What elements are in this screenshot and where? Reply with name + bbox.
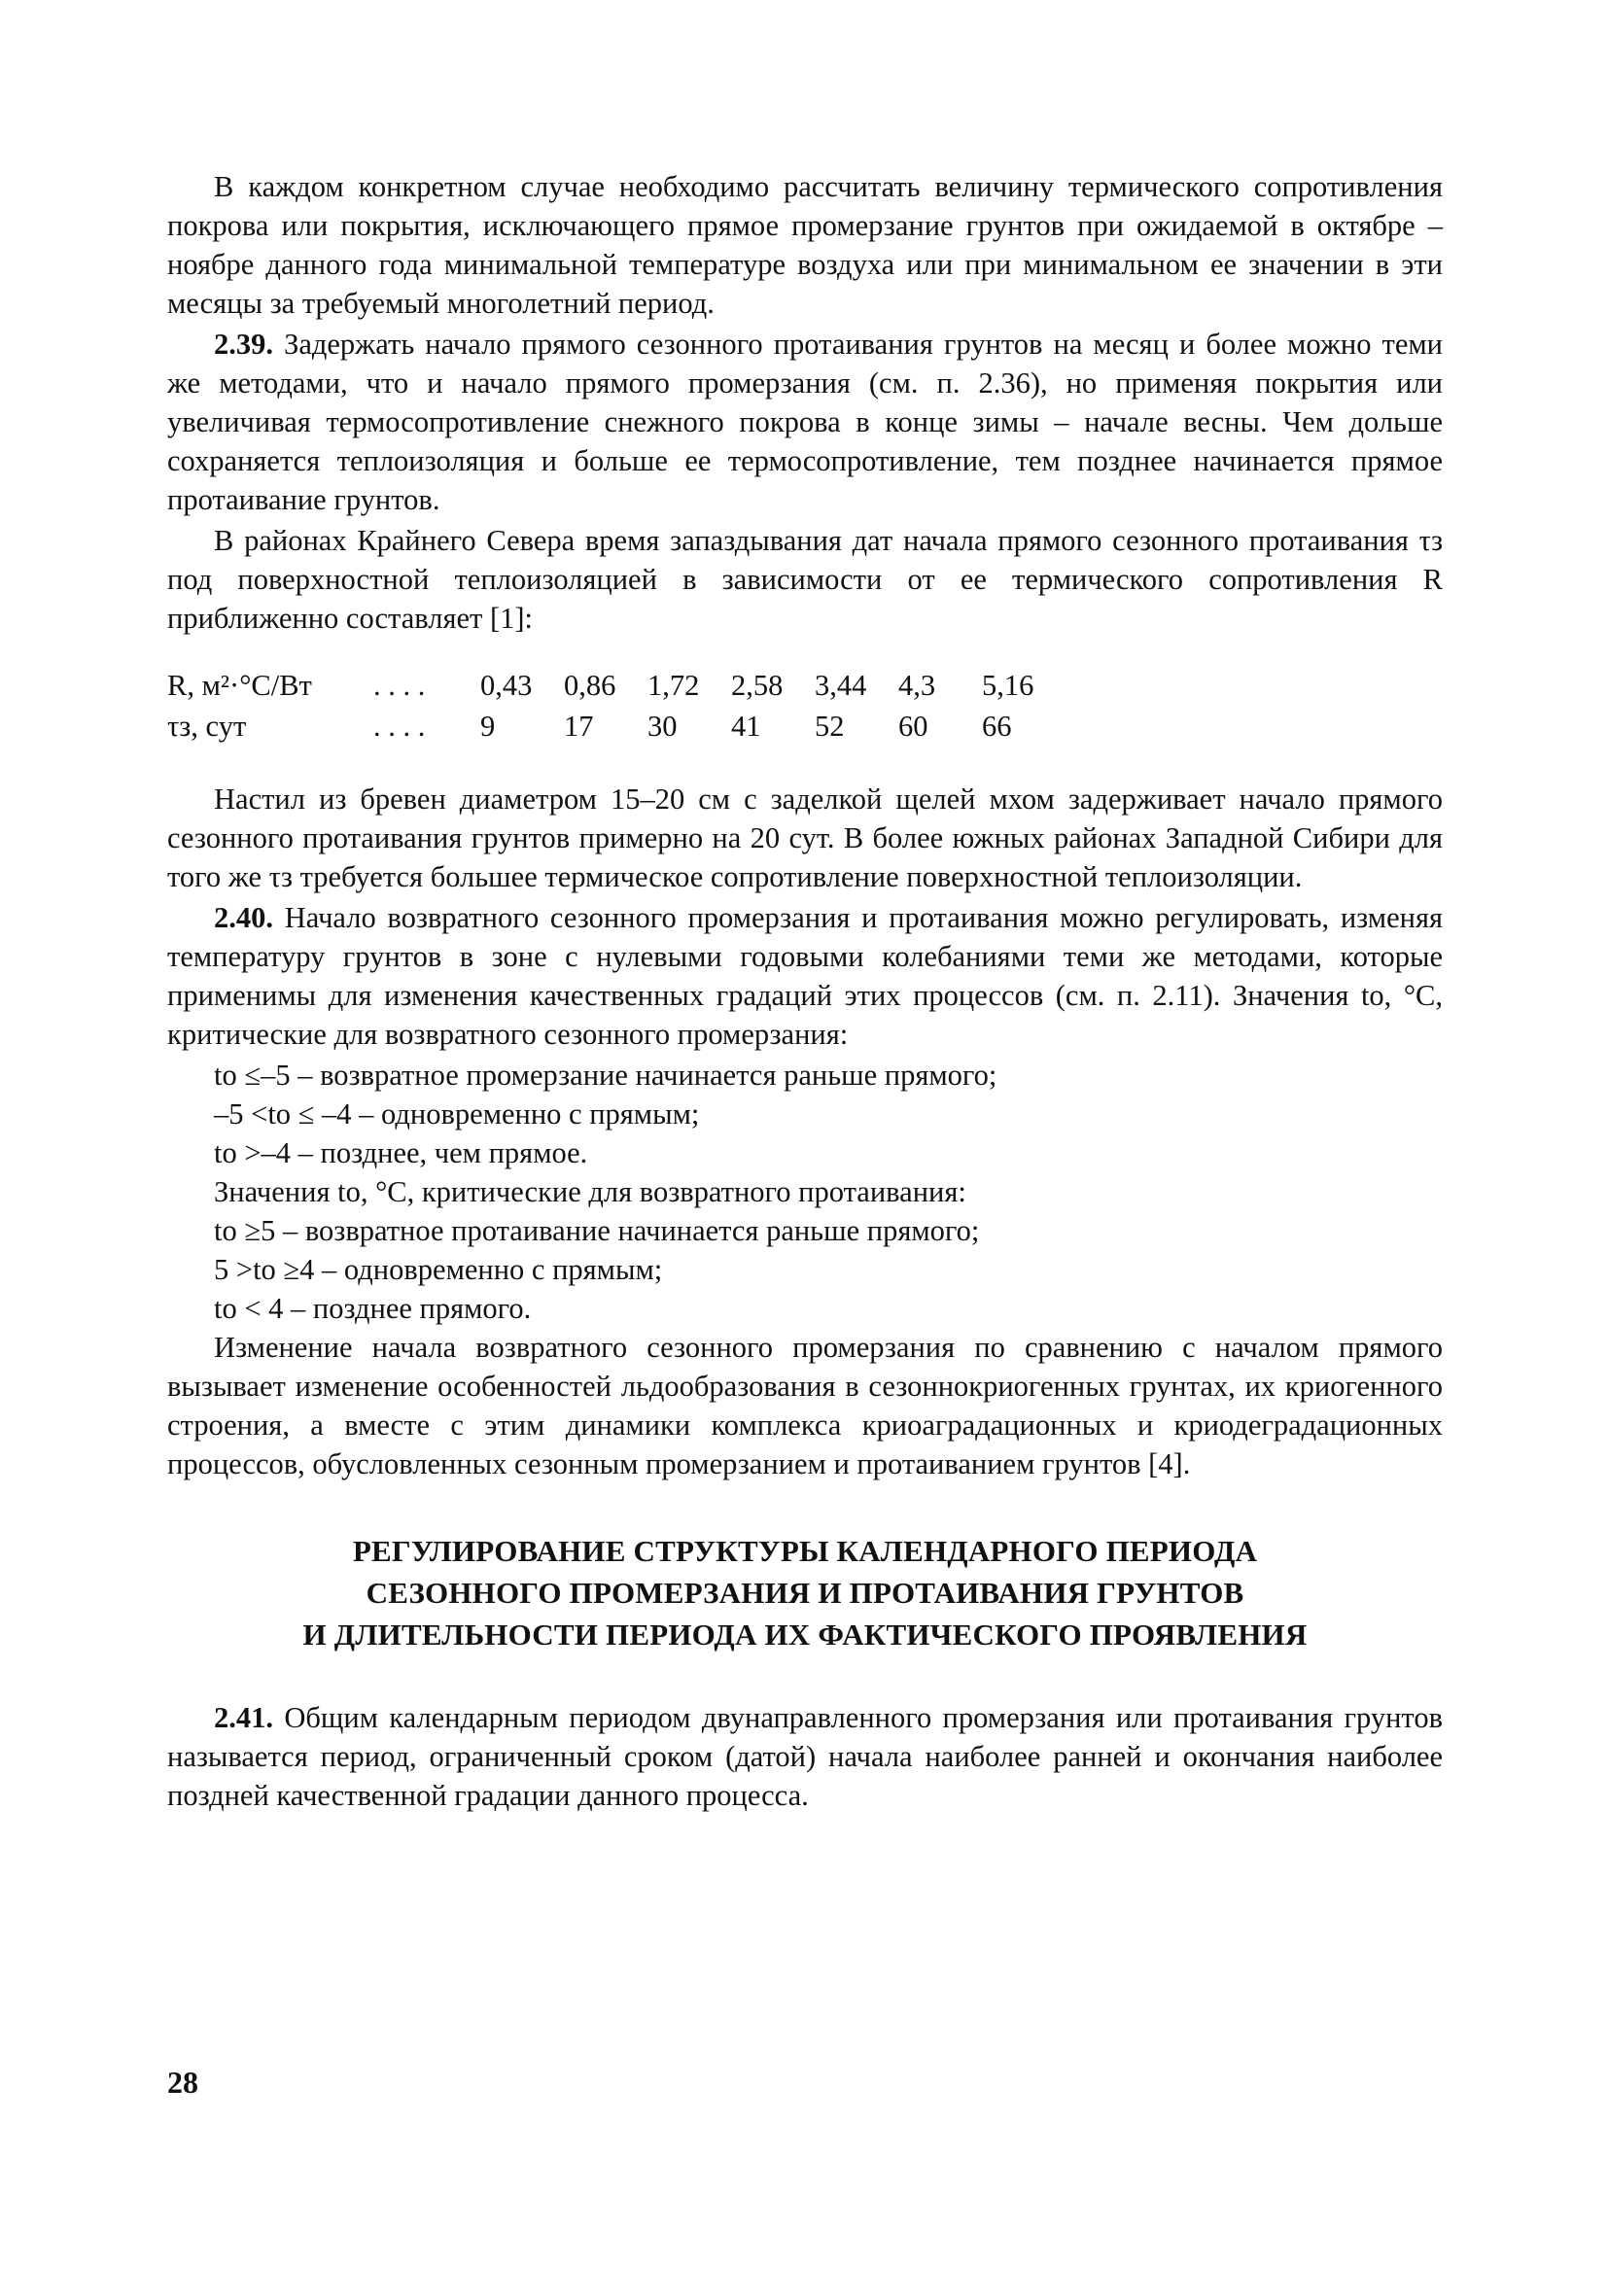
list-item: to ≥5 – возвратное протаивание начинается раньше прямого; <box>214 1214 980 1247</box>
heading-line: РЕГУЛИРОВАНИЕ СТРУКТУРЫ КАЛЕНДАРНОГО ПЕРИОДА <box>352 1534 1258 1568</box>
paragraph-text: Начало возвратного сезонного промерзания и протаивания можно регулировать, изменяя температуру грунтов в зоне с нулевыми годовыми колебаниями теми же методами, которые применимы для изменения качественных градаций этих процессов (см. п. 2.11). Значения to, °С, критические для возвратного сезонного промерзания: <box>167 901 1444 1051</box>
table-cell: 0,43 <box>480 669 533 702</box>
section-heading <box>167 1530 1443 1655</box>
table-cell: 9 <box>480 710 496 743</box>
row-label: τз, сут <box>167 710 247 743</box>
paragraph-text: Задержать начало прямого сезонного протаивания грунтов на месяц и более можно теми же методами, что и начало прямого промерзания (см. п. 2.36), но применяя покрытия или увеличивая термосопротивление снежного покрова в конце зимы – начале весны. Чем дольше сохраняется теплоизоляция и больше ее термосопротивление, тем позднее начинается прямое протаивание грунтов. <box>167 328 1444 516</box>
resistance-table <box>167 665 1443 747</box>
table-cell: 41 <box>731 710 761 743</box>
heading-line: СЕЗОННОГО ПРОМЕРЗАНИЯ И ПРОТАИВАНИЯ ГРУНТОВ <box>366 1576 1244 1610</box>
paragraph-far-north: В районах Крайнего Севера время запаздывания дат начала прямого сезонного протаивания τз под поверхностной теплоизоляцией в зависимости от ее термического сопротивления R приближенно составляет [1]: <box>167 524 1443 635</box>
paragraph-2-41 <box>167 1698 1443 1815</box>
row-label: R, м²·°С/Вт <box>167 669 312 702</box>
paragraph-2-39 <box>167 325 1443 519</box>
list-item: to < 4 – позднее прямого. <box>214 1292 532 1325</box>
row-leader: . . . . <box>373 710 426 743</box>
table-cell: 2,58 <box>731 669 784 702</box>
table-row-resistance <box>167 665 1443 706</box>
paragraph-text: Общим календарным периодом двунаправленного промерзания или протаивания грунтов называется период, ограниченный сроком (датой) начала наиболее ранней и окончания наиболее поздней качественной градации данного процесса. <box>167 1701 1444 1812</box>
table-cell: 52 <box>815 710 845 743</box>
list-item: 5 >to ≥4 – одновременно с прямым; <box>214 1253 663 1286</box>
table-cell: 1,72 <box>647 669 700 702</box>
list-item: to ≤–5 – возвратное промерзание начинается раньше прямого; <box>214 1059 997 1092</box>
thawing-intro: Значения to, °С, критические для возвратного протаивания: <box>214 1175 966 1208</box>
table-cell: 4,3 <box>898 669 936 702</box>
table-cell: 66 <box>982 710 1012 743</box>
clause-number: 2.41. <box>214 1701 273 1734</box>
list-item: to >–4 – позднее, чем прямое. <box>214 1136 588 1169</box>
page-number: 28 <box>167 2065 198 2100</box>
row-leader: . . . . <box>373 669 426 702</box>
paragraph-2-40 <box>167 898 1443 1054</box>
table-cell: 30 <box>647 710 678 743</box>
table-cell: 0,86 <box>564 669 616 702</box>
clause-number: 2.39. <box>214 328 273 361</box>
table-cell: 3,44 <box>815 669 867 702</box>
table-cell: 60 <box>898 710 928 743</box>
heading-line: И ДЛИТЕЛЬНОСТИ ПЕРИОДА ИХ ФАКТИЧЕСКОГО ПРОЯВЛЕНИЯ <box>302 1618 1308 1652</box>
clause-number: 2.40. <box>214 901 273 934</box>
paragraph-intro: В каждом конкретном случае необходимо рассчитать величину термического сопротивления покрова или покрытия, исключающего прямое промерзание грунтов при ожидаемой в октябре – ноябре данного года минимальной температуре воздуха или при минимальном ее значении в эти месяцы за требуемый многолетний период. <box>167 170 1443 320</box>
table-row-delay <box>167 706 1443 747</box>
table-cell: 17 <box>564 710 594 743</box>
paragraph-return-freezing: Изменение начала возвратного сезонного промерзания по сравнению с началом прямого вызывает изменение особенностей льдообразования в сезоннокриогенных грунтах, их криогенного строения, а вместе с этим динамики комплекса криоаградационных и криодеградационных процессов, обусловленных сезонным промерзанием и протаиванием грунтов [4]. <box>167 1331 1443 1480</box>
paragraph-log-deck: Настил из бревен диаметром 15–20 см с заделкой щелей мхом задерживает начало прямого сезонного протаивания грунтов примерно на 20 сут. В более южных районах Западной Сибири для того же τз требуется большее термическое сопротивление поверхностной теплоизоляции. <box>167 783 1443 893</box>
table-cell: 5,16 <box>982 669 1034 702</box>
list-item: –5 <to ≤ –4 – одновременно с прямым; <box>214 1097 700 1131</box>
freezing-criteria <box>167 1056 1443 1328</box>
